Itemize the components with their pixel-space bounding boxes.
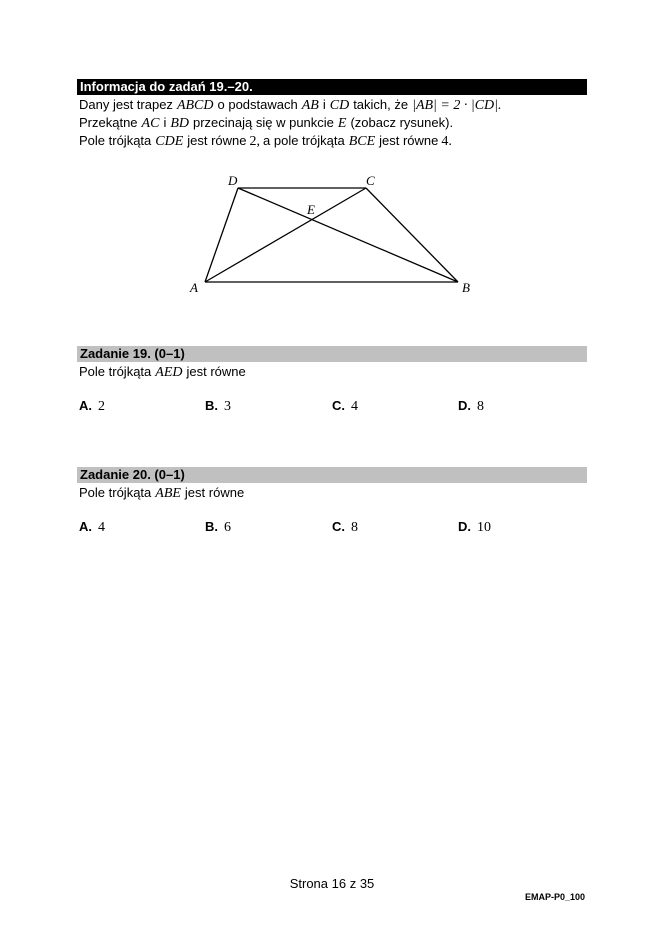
- info-line-3: [79, 133, 455, 150]
- label-d: D: [228, 173, 238, 188]
- math: ABE: [155, 486, 181, 501]
- text: o podstawach: [217, 97, 298, 112]
- math: E: [337, 116, 347, 131]
- answer-letter: C.: [332, 398, 345, 413]
- label-b: B: [462, 280, 470, 295]
- answer-value: 6: [224, 520, 231, 535]
- answer-letter: D.: [458, 519, 471, 534]
- text: jest równe: [187, 133, 247, 148]
- text: (zobacz rysunek).: [350, 115, 454, 130]
- side-bc: [366, 188, 458, 282]
- answer-option[interactable]: [458, 519, 491, 536]
- task20-header: Zadanie 20. (0–1): [77, 467, 587, 483]
- answer-option[interactable]: [332, 519, 358, 536]
- trapezoid-figure: [180, 168, 490, 298]
- document-code: EMAP-P0_100: [524, 892, 585, 902]
- text: Dany jest trapez: [79, 97, 173, 112]
- answer-option[interactable]: [79, 519, 105, 536]
- math: AC: [141, 116, 160, 131]
- text: i: [322, 97, 326, 112]
- text: jest równe: [184, 485, 245, 500]
- diagonal-ac: [205, 188, 366, 282]
- answer-value: 10: [477, 520, 491, 535]
- label-a: A: [190, 280, 198, 295]
- info-line-2: [79, 115, 453, 132]
- math: |AB| = 2 · |CD|.: [412, 98, 502, 113]
- task20-answers: [79, 519, 589, 537]
- page-number: Strona 16 z 35: [289, 876, 375, 891]
- number: 2,: [249, 134, 261, 149]
- side-ad: [205, 188, 238, 282]
- answer-letter: C.: [332, 519, 345, 534]
- math: BD: [170, 116, 189, 131]
- task19-answers: [79, 398, 589, 416]
- answer-letter: A.: [79, 519, 92, 534]
- math: ABCD: [176, 98, 214, 113]
- text: Pole trójkąta: [79, 364, 152, 379]
- answer-option[interactable]: [332, 398, 358, 415]
- text: a pole trójkąta: [263, 133, 345, 148]
- math: CDE: [155, 134, 184, 149]
- answer-option[interactable]: [205, 398, 231, 415]
- info-line-1: [79, 97, 506, 114]
- answer-value: 2: [98, 399, 105, 414]
- task19-header: Zadanie 19. (0–1): [77, 346, 587, 362]
- math: AB: [301, 98, 319, 113]
- text: jest równe: [186, 364, 246, 379]
- task19-prompt: [79, 364, 246, 381]
- text: takich, że: [353, 97, 409, 112]
- text: i: [163, 115, 167, 130]
- answer-letter: A.: [79, 398, 92, 413]
- math: CD: [329, 98, 350, 113]
- answer-value: 4: [98, 520, 105, 535]
- answer-letter: D.: [458, 398, 471, 413]
- label-c: C: [366, 173, 375, 188]
- text: przecinają się w punkcie: [193, 115, 334, 130]
- math: AED: [155, 365, 183, 380]
- answer-option[interactable]: [205, 519, 231, 536]
- info-header: Informacja do zadań 19.–20.: [77, 79, 587, 95]
- math: BCE: [348, 134, 376, 149]
- answer-value: 3: [224, 399, 231, 414]
- answer-option[interactable]: [79, 398, 105, 415]
- label-e: E: [307, 202, 315, 217]
- text: Pole trójkąta: [79, 133, 152, 148]
- answer-value: 8: [351, 520, 358, 535]
- text: Przekątne: [79, 115, 138, 130]
- text: Pole trójkąta: [79, 485, 152, 500]
- number: 4.: [441, 134, 452, 149]
- task20-prompt: [79, 485, 244, 502]
- answer-letter: B.: [205, 519, 218, 534]
- diagonal-bd: [238, 188, 458, 282]
- answer-letter: B.: [205, 398, 218, 413]
- answer-option[interactable]: [458, 398, 484, 415]
- answer-value: 4: [351, 399, 358, 414]
- answer-value: 8: [477, 399, 484, 414]
- text: jest równe: [379, 133, 439, 148]
